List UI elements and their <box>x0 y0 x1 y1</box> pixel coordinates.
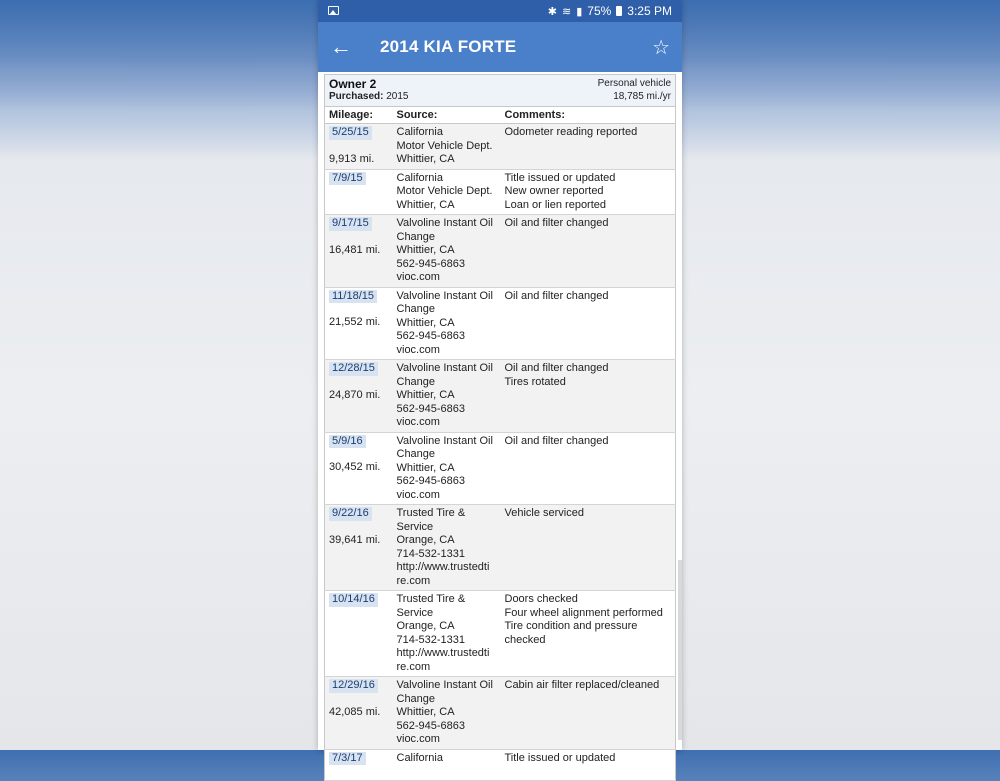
source-line: Whittier, CA <box>396 244 455 256</box>
comment-line: Tires rotated <box>504 375 566 388</box>
owner-purchased <box>329 91 409 102</box>
phone-screen <box>318 0 682 764</box>
mileage-cell <box>325 591 393 677</box>
battery-icon <box>616 6 622 16</box>
mileage-cell <box>325 432 393 505</box>
mileage-cell <box>325 360 393 433</box>
comment-line: Vehicle serviced <box>504 507 584 519</box>
source-line: Change <box>396 375 436 388</box>
header-comments: Comments: <box>501 107 676 124</box>
source-line: 562-945-6863 <box>396 475 466 487</box>
source-line: Valvoline Instant Oil <box>396 217 493 229</box>
comments-cell <box>501 591 676 677</box>
source-line: re.com <box>396 574 431 587</box>
comment-line: Oil and filter changed <box>504 434 609 447</box>
comment-line: Oil and filter changed <box>504 217 609 229</box>
source-line: re.com <box>396 660 431 673</box>
comment-line: Oil and filter changed <box>504 289 609 302</box>
comment-line: Four wheel alignment performed <box>504 606 663 619</box>
source-line: Valvoline Instant Oil <box>396 679 493 691</box>
source-line: Orange, CA <box>396 534 455 546</box>
comment-line: Cabin air filter replaced/cleaned <box>504 679 660 691</box>
signal-icon: ▮ <box>576 5 583 18</box>
source-cell <box>393 215 501 288</box>
source-cell <box>393 360 501 433</box>
source-line: vioc.com <box>396 416 440 428</box>
comment-line: checked <box>504 633 546 646</box>
comment-line: New owner reported <box>504 185 604 197</box>
status-bar <box>318 0 682 22</box>
source-line: California <box>396 171 443 184</box>
mileage-cell <box>325 169 393 215</box>
header-mileage: Mileage: <box>325 107 393 124</box>
purchased-year: 2015 <box>386 91 409 102</box>
comment-line: Oil and filter changed <box>504 362 609 374</box>
source-line: 562-945-6863 <box>396 330 466 342</box>
source-line: Whittier, CA <box>396 198 455 211</box>
purchased-label: Purchased: <box>329 91 384 102</box>
source-line: Change <box>396 230 436 243</box>
history-table <box>324 107 676 781</box>
source-cell <box>393 124 501 170</box>
comment-line: Loan or lien reported <box>504 198 607 211</box>
source-line: 562-945-6863 <box>396 719 466 732</box>
table-row <box>325 505 676 591</box>
page-title: 2014 KIA FORTE <box>380 37 517 56</box>
table-row <box>325 215 676 288</box>
record-miles: 42,085 mi. <box>329 705 381 718</box>
source-line: California <box>396 751 443 764</box>
background-left <box>0 0 318 750</box>
record-date: 9/17/15 <box>329 217 372 231</box>
source-line: http://www.trustedti <box>396 647 490 659</box>
source-cell <box>393 169 501 215</box>
comment-line: Doors checked <box>504 593 578 605</box>
source-line: 562-945-6863 <box>396 257 466 270</box>
source-cell <box>393 677 501 750</box>
comments-cell <box>501 287 676 360</box>
mileage-cell <box>325 124 393 170</box>
mileage-cell <box>325 287 393 360</box>
comments-cell <box>501 360 676 433</box>
source-line: Orange, CA <box>396 620 455 632</box>
mileage-cell <box>325 505 393 591</box>
source-cell <box>393 591 501 677</box>
record-date: 7/3/17 <box>329 752 366 766</box>
star-icon[interactable]: ☆ <box>652 36 670 59</box>
comments-cell <box>501 749 676 781</box>
source-cell <box>393 505 501 591</box>
comments-cell <box>501 215 676 288</box>
source-cell <box>393 432 501 505</box>
source-line: Motor Vehicle Dept. <box>396 139 493 152</box>
owner-header <box>324 74 676 107</box>
record-date: 7/9/15 <box>329 172 366 186</box>
source-line: Whittier, CA <box>396 706 455 718</box>
record-date: 10/14/16 <box>329 593 378 607</box>
source-line: Change <box>396 303 436 315</box>
source-line: Change <box>396 692 436 705</box>
source-line: Motor Vehicle Dept. <box>396 185 493 197</box>
record-miles: 16,481 mi. <box>329 243 381 256</box>
history-content <box>318 72 682 781</box>
mileage-cell <box>325 677 393 750</box>
table-row <box>325 749 676 781</box>
source-line: Whittier, CA <box>396 316 455 329</box>
bluetooth-icon: ✱ <box>547 5 557 18</box>
owner-mileage-rate: 18,785 mi./yr <box>613 91 671 102</box>
record-date: 12/29/16 <box>329 679 378 693</box>
wifi-icon: ≋ <box>561 5 572 18</box>
source-line: Trusted Tire & <box>396 593 466 605</box>
app-bar <box>318 22 682 72</box>
scroll-edge <box>678 560 682 740</box>
background-right <box>682 0 1000 750</box>
battery-percent: 75% <box>587 4 612 18</box>
source-line: Whittier, CA <box>396 153 455 165</box>
source-line: Trusted Tire & <box>396 507 466 519</box>
owner-usage: Personal vehicle <box>597 78 671 89</box>
table-row <box>325 124 676 170</box>
source-line: vioc.com <box>396 488 440 501</box>
source-line: vioc.com <box>396 733 440 745</box>
back-arrow-icon[interactable]: ← <box>330 34 352 59</box>
comments-cell <box>501 432 676 505</box>
table-row <box>325 360 676 433</box>
source-line: 562-945-6863 <box>396 402 466 415</box>
source-line: Whittier, CA <box>396 461 455 474</box>
comments-cell <box>501 677 676 750</box>
header-source: Source: <box>393 107 501 124</box>
record-miles: 9,913 mi. <box>329 152 375 165</box>
source-line: 714-532-1331 <box>396 633 466 646</box>
owner-name: Owner 2 <box>329 77 377 91</box>
comments-cell <box>501 169 676 215</box>
comment-line: Odometer reading reported <box>504 126 638 138</box>
source-line: Change <box>396 448 436 460</box>
clock: 3:25 PM <box>627 4 672 18</box>
image-icon <box>328 6 339 15</box>
comment-line: Title issued or updated <box>504 171 616 184</box>
comments-cell <box>501 124 676 170</box>
mileage-cell <box>325 215 393 288</box>
record-date: 5/9/16 <box>329 435 366 449</box>
source-line: Valvoline Instant Oil <box>396 362 493 374</box>
source-line: Whittier, CA <box>396 389 455 401</box>
source-line: California <box>396 126 443 138</box>
record-date: 9/22/16 <box>329 507 372 521</box>
table-row <box>325 432 676 505</box>
table-row <box>325 287 676 360</box>
source-cell <box>393 287 501 360</box>
comment-line: Title issued or updated <box>504 751 616 764</box>
record-miles: 30,452 mi. <box>329 461 381 473</box>
source-line: Service <box>396 520 434 533</box>
source-line: http://www.trustedti <box>396 561 490 573</box>
comments-cell <box>501 505 676 591</box>
source-line: Valvoline Instant Oil <box>396 434 493 447</box>
source-line: vioc.com <box>396 343 440 356</box>
source-line: vioc.com <box>396 271 440 283</box>
record-miles: 39,641 mi. <box>329 533 381 546</box>
record-miles: 24,870 mi. <box>329 388 381 401</box>
source-cell <box>393 749 501 781</box>
record-date: 11/18/15 <box>329 290 377 304</box>
table-row <box>325 677 676 750</box>
source-line: Service <box>396 606 434 619</box>
mileage-cell <box>325 749 393 781</box>
record-miles: 21,552 mi. <box>329 316 381 328</box>
source-line: 714-532-1331 <box>396 547 466 560</box>
record-date: 5/25/15 <box>329 126 372 140</box>
source-line: Valvoline Instant Oil <box>396 289 493 302</box>
record-date: 12/28/15 <box>329 362 378 376</box>
table-row <box>325 591 676 677</box>
comment-line: Tire condition and pressure <box>504 620 638 632</box>
table-row <box>325 169 676 215</box>
